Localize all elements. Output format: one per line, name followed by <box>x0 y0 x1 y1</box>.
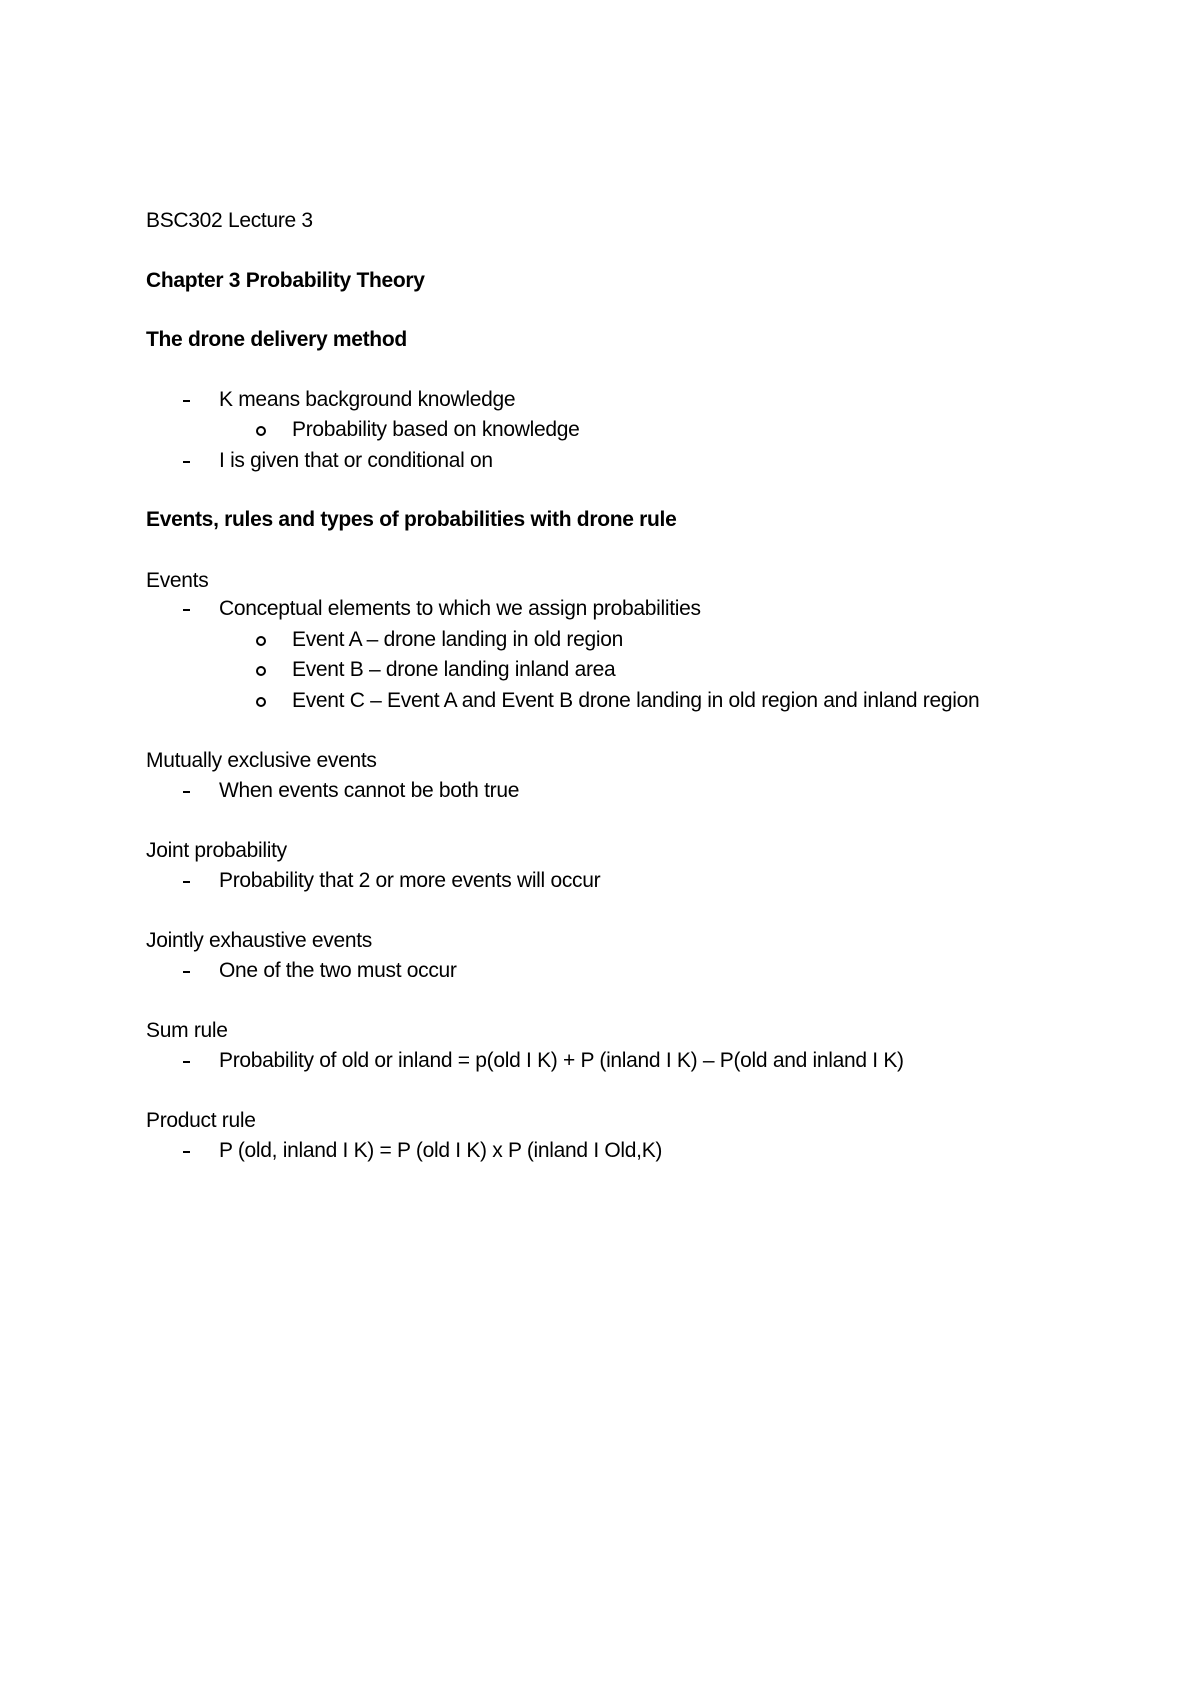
list-item: Conceptual elements to which we assign probabilities <box>219 597 701 620</box>
jointly-exhaustive-label: Jointly exhaustive events <box>146 929 372 952</box>
events-label: Events <box>146 569 209 592</box>
list-item: I is given that or conditional on <box>219 449 493 472</box>
circle-bullet-icon <box>256 417 268 443</box>
sub-list-item: Probability based on knowledge <box>292 418 580 441</box>
chapter-heading: Chapter 3 Probability Theory <box>146 269 425 292</box>
list-item: When events cannot be both true <box>219 779 520 802</box>
list-item: One of the two must occur <box>219 959 457 982</box>
list-item: P (old, inland I K) = P (old I K) x P (inland I Old,K) <box>219 1139 663 1162</box>
circle-bullet-icon <box>256 627 268 653</box>
circle-bullet-icon <box>256 657 268 683</box>
list-item: Probability that 2 or more events will occur <box>219 869 601 892</box>
sub-list-item: Event C – Event A and Event B drone landing in old region and inland region <box>292 689 980 712</box>
circle-bullet-icon <box>256 688 268 714</box>
sub-list-item: Event A – drone landing in old region <box>292 628 623 651</box>
events-rules-heading: Events, rules and types of probabilities with drone rule <box>146 508 677 531</box>
joint-probability-label: Joint probability <box>146 839 287 862</box>
list-item: Probability of old or inland = p(old I K) + P (inland I K) – P(old and inland I K) <box>219 1049 904 1072</box>
course-title: BSC302 Lecture 3 <box>146 209 313 232</box>
product-rule-label: Product rule <box>146 1109 256 1132</box>
sum-rule-label: Sum rule <box>146 1019 228 1042</box>
sub-list-item: Event B – drone landing inland area <box>292 658 616 681</box>
mutually-exclusive-label: Mutually exclusive events <box>146 749 377 772</box>
drone-method-heading: The drone delivery method <box>146 328 407 351</box>
list-item: K means background knowledge <box>219 388 516 411</box>
